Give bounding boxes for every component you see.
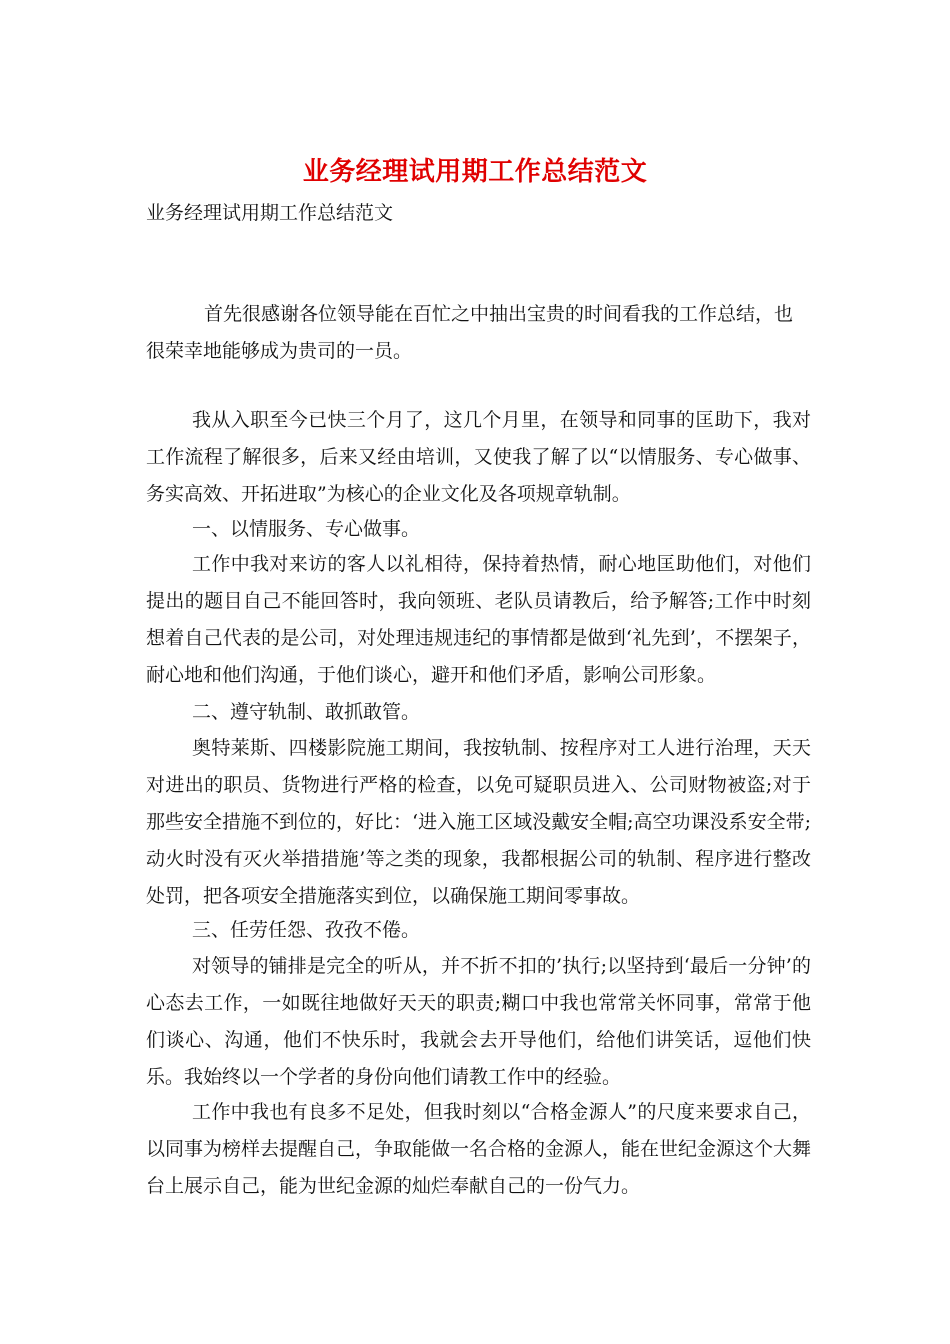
- document-title: 业务经理试用期工作总结范文: [302, 157, 648, 187]
- closing-paragraph: 工作中我也有良多不足处，但我时刻以“合格金源人”的尺度来要求自己，以同事为榜样去提醒自己，争取能做一名合格的金源人，能在世纪金源这个大舞台上展示自己，能为世纪金源的灿烂奉献自己的一份气力。: [146, 1101, 812, 1197]
- section-body-3: 对领导的铺排是完全的听从，并不折不扣的’执行;以坚持到‘最后一分钟’的心态去工作，一如既往地做好天天的职责;糊口中我也常常关怀同事，常常于他们谈心、沟通，他们不快乐时，我就会去开导他们，给他们讲笑话，逗他们快乐。我始终以一个学者的身份向他们请教工作中的经验。: [146, 955, 811, 1088]
- intro-line-2: 很荣幸地能够成为贵司的一员。: [146, 340, 413, 362]
- opening-paragraph: 我从入职至今已快三个月了，这几个月里，在领导和同事的匡助下，我对工作流程了解很多，后来又经由培训，又使我了解了以“以情服务、专心做事、务实高效、开拓进取”为核心的企业文化及各项规章轨制。: [146, 409, 811, 505]
- section-body-2: 奥特莱斯、四楼影院施工期间，我按轨制、按程序对工人进行治理，天天对进出的职员、货物进行严格的检查，以免可疑职员进入、公司财物被盗;对于那些安全措施不到位的，好比：‘进入施工区域没戴安全帽;高空功课没系安全带;动火时没有灭火举措措施’等之类的现象，我都根据公司的轨制、程序进行整改处罚，把各项安全措施落实到位，以确保施工期间零事故。: [146, 737, 811, 907]
- intro-line-1: 首先很感谢各位领导能在百忙之中抽出宝贵的时间看我的工作总结，也: [204, 303, 794, 325]
- section-heading-2: 二、遵守轨制、敢抓敢管。: [192, 701, 421, 723]
- intro-paragraph: [146, 296, 811, 370]
- section-heading-3: 三、任劳任怨、孜孜不倦。: [192, 919, 421, 941]
- section-body-1: 工作中我对来访的客人以礼相待，保持着热情，耐心地匡助他们，对他们提出的题目自己不能回答时，我向领班、老队员请教后，给予解答;工作中时刻想着自己代表的是公司，对处理违规违纪的事情都是做到‘礼先到’，不摆架子，耐心地和他们沟通，于他们谈心，避开和他们矛盾，影响公司形象。: [146, 553, 811, 686]
- document-subtitle: 业务经理试用期工作总结范文: [146, 202, 394, 224]
- section-heading-1: 一、以情服务、专心做事。: [192, 518, 421, 540]
